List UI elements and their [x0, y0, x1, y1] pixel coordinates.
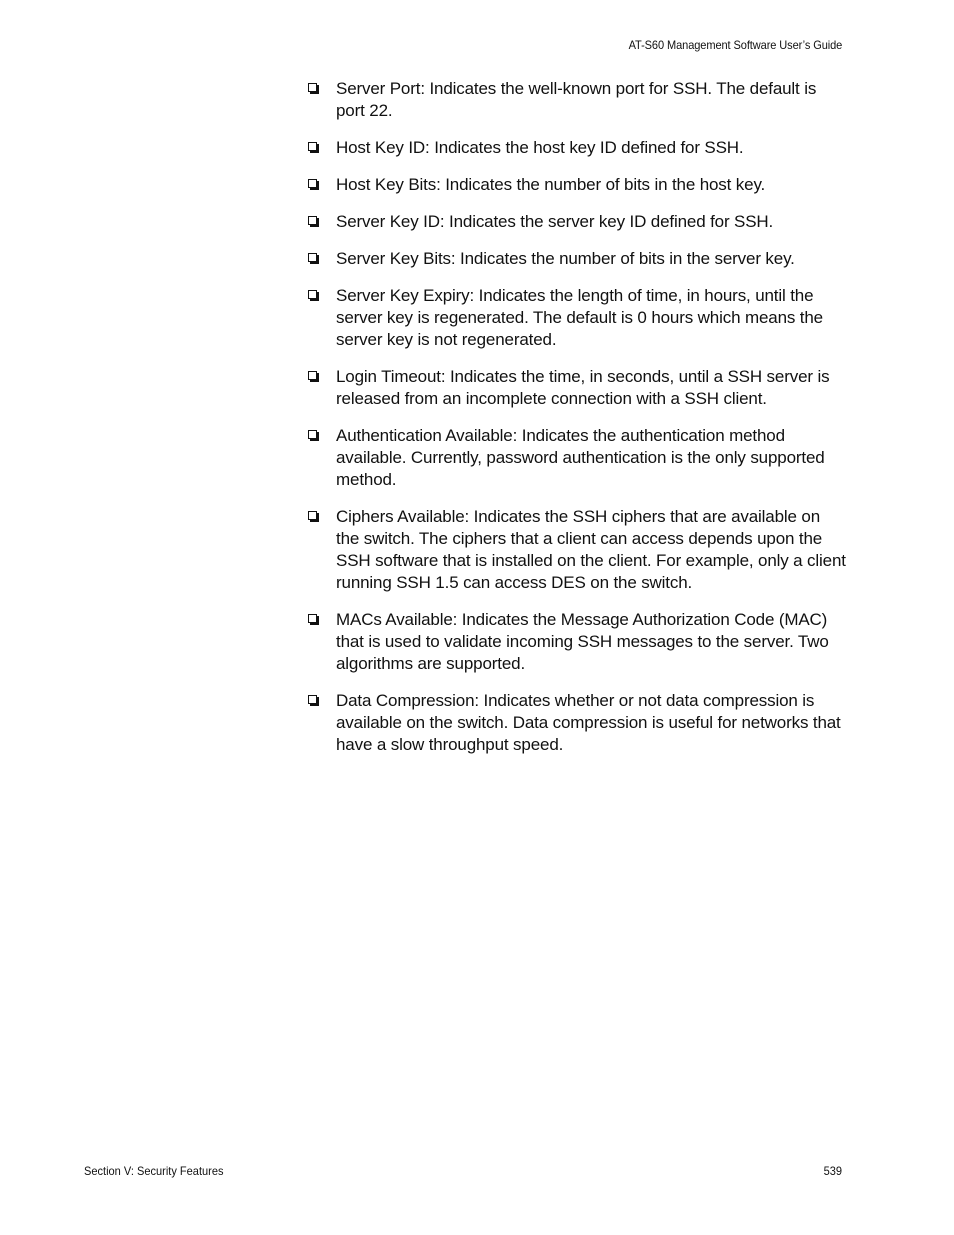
list-item-text: Login Timeout: Indicates the time, in seconds, until a SSH server is released from an incomplete connection with a SSH client.: [336, 367, 830, 408]
checkbox-bullet-icon: [308, 511, 317, 520]
list-item-login-timeout: [306, 366, 846, 410]
list-item-server-port: [306, 78, 846, 122]
running-header: AT-S60 Management Software User’s Guide: [628, 38, 842, 52]
list-item-text: Server Key Bits: Indicates the number of bits in the server key.: [336, 249, 795, 268]
list-item-text: Server Port: Indicates the well-known port for SSH. The default is port 22.: [336, 79, 817, 120]
page-number: 539: [823, 1164, 842, 1178]
field-description-list: [306, 78, 846, 771]
list-item-text: MACs Available: Indicates the Message Authorization Code (MAC) that is used to validate incoming SSH messages to the server. Two algorithms are supported.: [336, 610, 829, 673]
list-item-host-key-bits: [306, 174, 846, 196]
list-item-text: Server Key Expiry: Indicates the length of time, in hours, until the server key is regenerated. The default is 0 hours which means the server key is not regenerated.: [336, 286, 823, 349]
checkbox-bullet-icon: [308, 430, 317, 439]
list-item-data-compression: [306, 690, 846, 756]
checkbox-bullet-icon: [308, 614, 317, 623]
list-item-text: Ciphers Available: Indicates the SSH ciphers that are available on the switch. The ciphers that a client can access depends upon the SSH software that is installed on the client. For example, only a client running SSH 1.5 can access DES on the switch.: [336, 507, 846, 592]
list-item-server-key-expiry: [306, 285, 846, 351]
list-item-server-key-bits: [306, 248, 846, 270]
checkbox-bullet-icon: [308, 371, 317, 380]
list-item-host-key-id: [306, 137, 846, 159]
footer-section-title: Section V: Security Features: [84, 1164, 224, 1178]
list-item-text: Data Compression: Indicates whether or not data compression is available on the switch. Data compression is useful for networks that have a slow throughput speed.: [336, 691, 841, 754]
checkbox-bullet-icon: [308, 83, 317, 92]
checkbox-bullet-icon: [308, 142, 317, 151]
checkbox-bullet-icon: [308, 253, 317, 262]
list-item-text: Authentication Available: Indicates the authentication method available. Currently, password authentication is the only supported method.: [336, 426, 825, 489]
list-item-server-key-id: [306, 211, 846, 233]
list-item-text: Server Key ID: Indicates the server key ID defined for SSH.: [336, 212, 774, 231]
list-item-text: Host Key Bits: Indicates the number of bits in the host key.: [336, 175, 766, 194]
list-item-text: Host Key ID: Indicates the host key ID defined for SSH.: [336, 138, 744, 157]
checkbox-bullet-icon: [308, 695, 317, 704]
list-item-macs-available: [306, 609, 846, 675]
checkbox-bullet-icon: [308, 179, 317, 188]
checkbox-bullet-icon: [308, 216, 317, 225]
list-item-authentication-available: [306, 425, 846, 491]
checkbox-bullet-icon: [308, 290, 317, 299]
list-item-ciphers-available: [306, 506, 846, 594]
